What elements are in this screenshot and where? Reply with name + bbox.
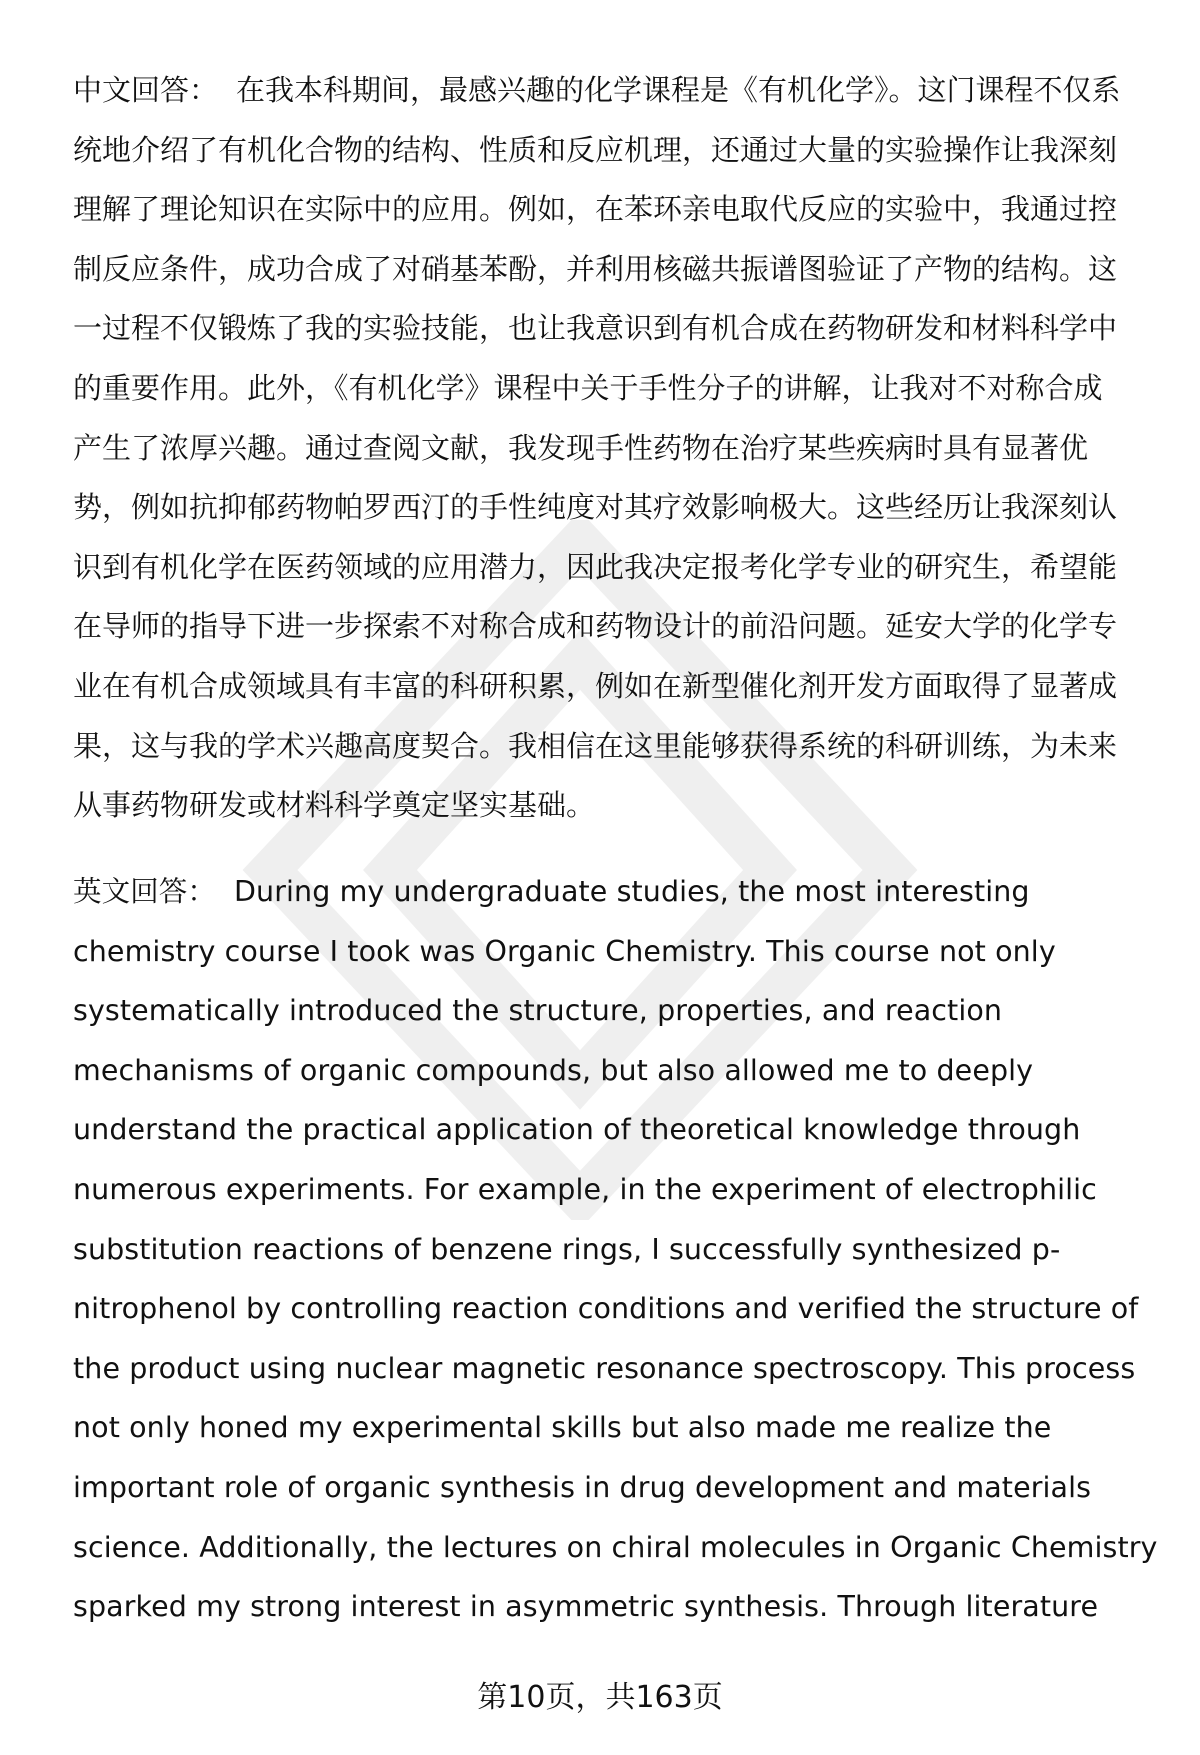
paragraph-line bbox=[73, 299, 1163, 359]
paragraph-line bbox=[73, 1279, 1163, 1339]
line-text: 产生了浓厚兴趣。通过查阅文献，我发现手性药物在治疗某些疾病时具有显著优 bbox=[73, 430, 1089, 465]
paragraph-line bbox=[73, 1398, 1163, 1458]
line-text: 理解了理论知识在实际中的应用。例如，在苯环亲电取代反应的实验中，我通过控 bbox=[73, 192, 1118, 227]
line-text: During my undergraduate studies, the most interesting bbox=[234, 875, 1030, 908]
line-text: numerous experiments. For example, in the experiment of electrophilic bbox=[73, 1172, 1097, 1206]
paragraph-line bbox=[73, 1458, 1163, 1518]
chinese-answer bbox=[73, 61, 1163, 836]
paragraph-line bbox=[73, 538, 1163, 598]
line-text: science. Additionally, the lectures on chiral molecules in Organic Chemistry bbox=[73, 1530, 1158, 1564]
line-text: the product using nuclear magnetic resonance spectroscopy. This process bbox=[73, 1351, 1136, 1385]
line-text: 统地介绍了有机化合物的结构、性质和反应机理，还通过大量的实验操作让我深刻 bbox=[73, 132, 1118, 167]
line-text: 在导师的指导下进一步探索不对称合成和药物设计的前沿问题。延安大学的化学专 bbox=[73, 609, 1118, 644]
line-text: 识到有机化学在医药领域的应用潜力，因此我决定报考化学专业的研究生，希望能 bbox=[73, 549, 1118, 584]
line-text: sparked my strong interest in asymmetric synthesis. Through literature bbox=[73, 1590, 1099, 1624]
paragraph-line bbox=[73, 922, 1163, 982]
line-text: 一过程不仅锻炼了我的实验技能，也让我意识到有机合成在药物研发和材料科学中 bbox=[73, 311, 1118, 346]
line-text: 势，例如抗抑郁药物帕罗西汀的手性纯度对其疗效影响极大。这些经历让我深刻认 bbox=[73, 490, 1118, 525]
line-text: 的重要作用。此外，《有机化学》课程中关于手性分子的讲解，让我对不对称合成 bbox=[73, 370, 1103, 405]
line-text: systematically introduced the structure, properties, and reaction bbox=[73, 994, 1003, 1028]
paragraph-line bbox=[73, 1220, 1163, 1280]
line-text: not only honed my experimental skills but also made me realize the bbox=[73, 1411, 1052, 1445]
line-text: nitrophenol by controlling reaction conditions and verified the structure of bbox=[73, 1292, 1139, 1326]
paragraph-line bbox=[73, 359, 1163, 419]
line-text: 果，这与我的学术兴趣高度契合。我相信在这里能够获得系统的科研训练，为未来 bbox=[73, 728, 1118, 763]
paragraph-line bbox=[73, 1577, 1163, 1637]
paragraph-line bbox=[73, 61, 1163, 121]
line-text: understand the practical application of theoretical knowledge through bbox=[73, 1113, 1081, 1147]
paragraph-line bbox=[73, 981, 1163, 1041]
paragraph-line bbox=[73, 862, 1163, 922]
paragraph-line bbox=[73, 717, 1163, 777]
line-text: substitution reactions of benzene rings, I successfully synthesized p- bbox=[73, 1232, 1061, 1266]
line-text: 业在有机合成领域具有丰富的科研积累，例如在新型催化剂开发方面取得了显著成 bbox=[73, 668, 1118, 703]
page-indicator: 第10页，共163页 bbox=[477, 1680, 723, 1715]
paragraph-line bbox=[73, 180, 1163, 240]
paragraph-line bbox=[73, 1100, 1163, 1160]
line-text: important role of organic synthesis in drug development and materials bbox=[73, 1470, 1092, 1504]
line-text: 制反应条件，成功合成了对硝基苯酚，并利用核磁共振谱图验证了产物的结构。这 bbox=[73, 251, 1118, 286]
line-text: 从事药物研发或材料科学奠定坚实基础。 bbox=[73, 788, 596, 823]
paragraph-line bbox=[73, 419, 1163, 479]
line-text: chemistry course I took was Organic Chemistry. This course not only bbox=[73, 934, 1056, 968]
paragraph-line bbox=[73, 121, 1163, 181]
paragraph-line bbox=[73, 776, 1163, 836]
answer-label: 英文回答： bbox=[73, 875, 217, 908]
english-answer bbox=[73, 862, 1163, 1637]
line-text: 在我本科期间，最感兴趣的化学课程是《有机化学》。这门课程不仅系 bbox=[236, 73, 1121, 107]
paragraph-line bbox=[73, 1160, 1163, 1220]
line-text: mechanisms of organic compounds, but also allowed me to deeply bbox=[73, 1053, 1034, 1087]
answer-label: 中文回答： bbox=[73, 73, 219, 107]
paragraph-line bbox=[73, 1339, 1163, 1399]
paragraph-line bbox=[73, 597, 1163, 657]
paragraph-line bbox=[73, 240, 1163, 300]
paragraph-line bbox=[73, 1041, 1163, 1101]
paragraph-line bbox=[73, 657, 1163, 717]
paragraph-line bbox=[73, 1518, 1163, 1578]
paragraph-line bbox=[73, 478, 1163, 538]
